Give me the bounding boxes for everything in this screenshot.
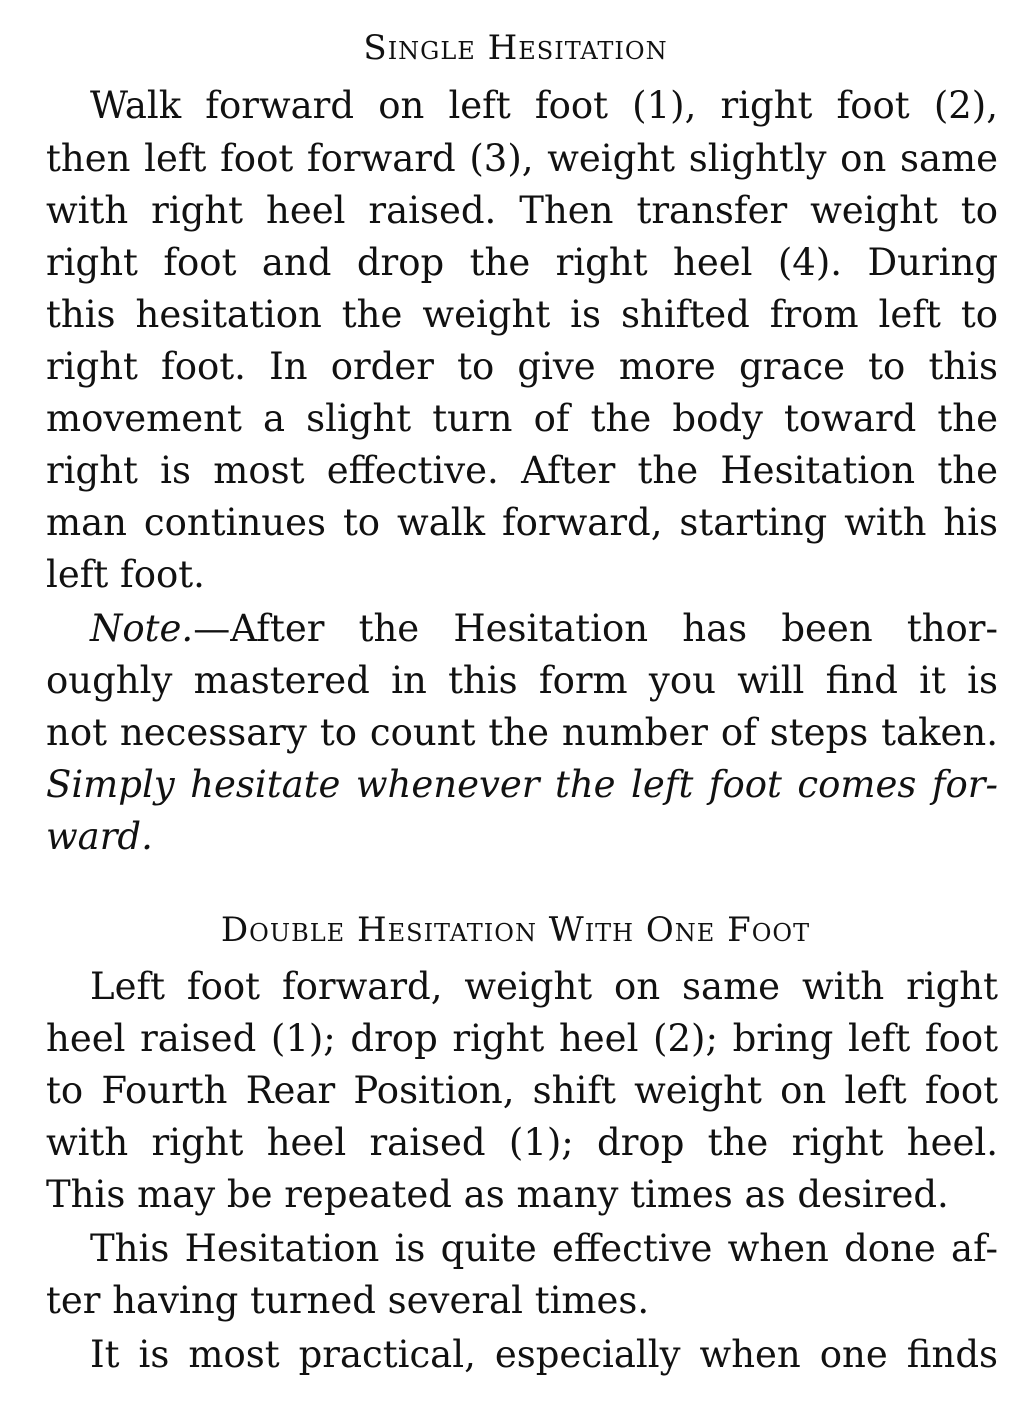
- italic-text-line: ward.: [46, 815, 153, 858]
- text-line: then left foot forward (3), weight slightly on same: [46, 137, 998, 180]
- text-line: this hesitation the weight is shifted from left to: [46, 293, 998, 336]
- text-line: movement a slight turn of the body toward the: [46, 397, 998, 440]
- text-line: This Hesitation is quite effective when done af-: [90, 1227, 998, 1270]
- text-line: ter having turned several times.: [46, 1279, 650, 1322]
- italic-text-line: Simply hesitate whenever the left foot comes for-: [46, 763, 998, 806]
- text-line: with right heel raised (1); drop the right heel.: [46, 1121, 998, 1164]
- text-line: right foot. In order to give more grace to this: [46, 345, 998, 388]
- text-line: This may be repeated as many times as desired.: [46, 1173, 949, 1216]
- text-line: to Fourth Rear Position, shift weight on left foot: [46, 1069, 998, 1112]
- text-line: right foot and drop the right heel (4). During: [46, 241, 998, 284]
- text-line: heel raised (1); drop right heel (2); bring left foot: [46, 1017, 998, 1060]
- text-line: left foot.: [46, 553, 205, 596]
- text-line: man continues to walk forward, starting with his: [46, 501, 998, 544]
- text-line: Walk forward on left foot (1), right foot (2),: [90, 84, 998, 127]
- note-text: —After the Hesitation has been thor-: [193, 607, 998, 650]
- text-line: Left foot forward, weight on same with right: [90, 965, 998, 1008]
- text-line: oughly mastered in this form you will find it is: [46, 659, 998, 702]
- text-line: It is most practical, especially when one finds: [90, 1333, 998, 1376]
- note-line: [90, 606, 998, 652]
- section-heading-single-hesitation: Single Hesitation: [363, 28, 668, 68]
- note-label: Note.: [90, 607, 194, 650]
- section-heading-double-hesitation: Double Hesitation With One Foot: [220, 910, 811, 950]
- text-line: with right heel raised. Then transfer weight to: [46, 189, 998, 232]
- text-line: right is most effective. After the Hesitation the: [46, 449, 998, 492]
- text-line: not necessary to count the number of steps taken.: [46, 711, 998, 754]
